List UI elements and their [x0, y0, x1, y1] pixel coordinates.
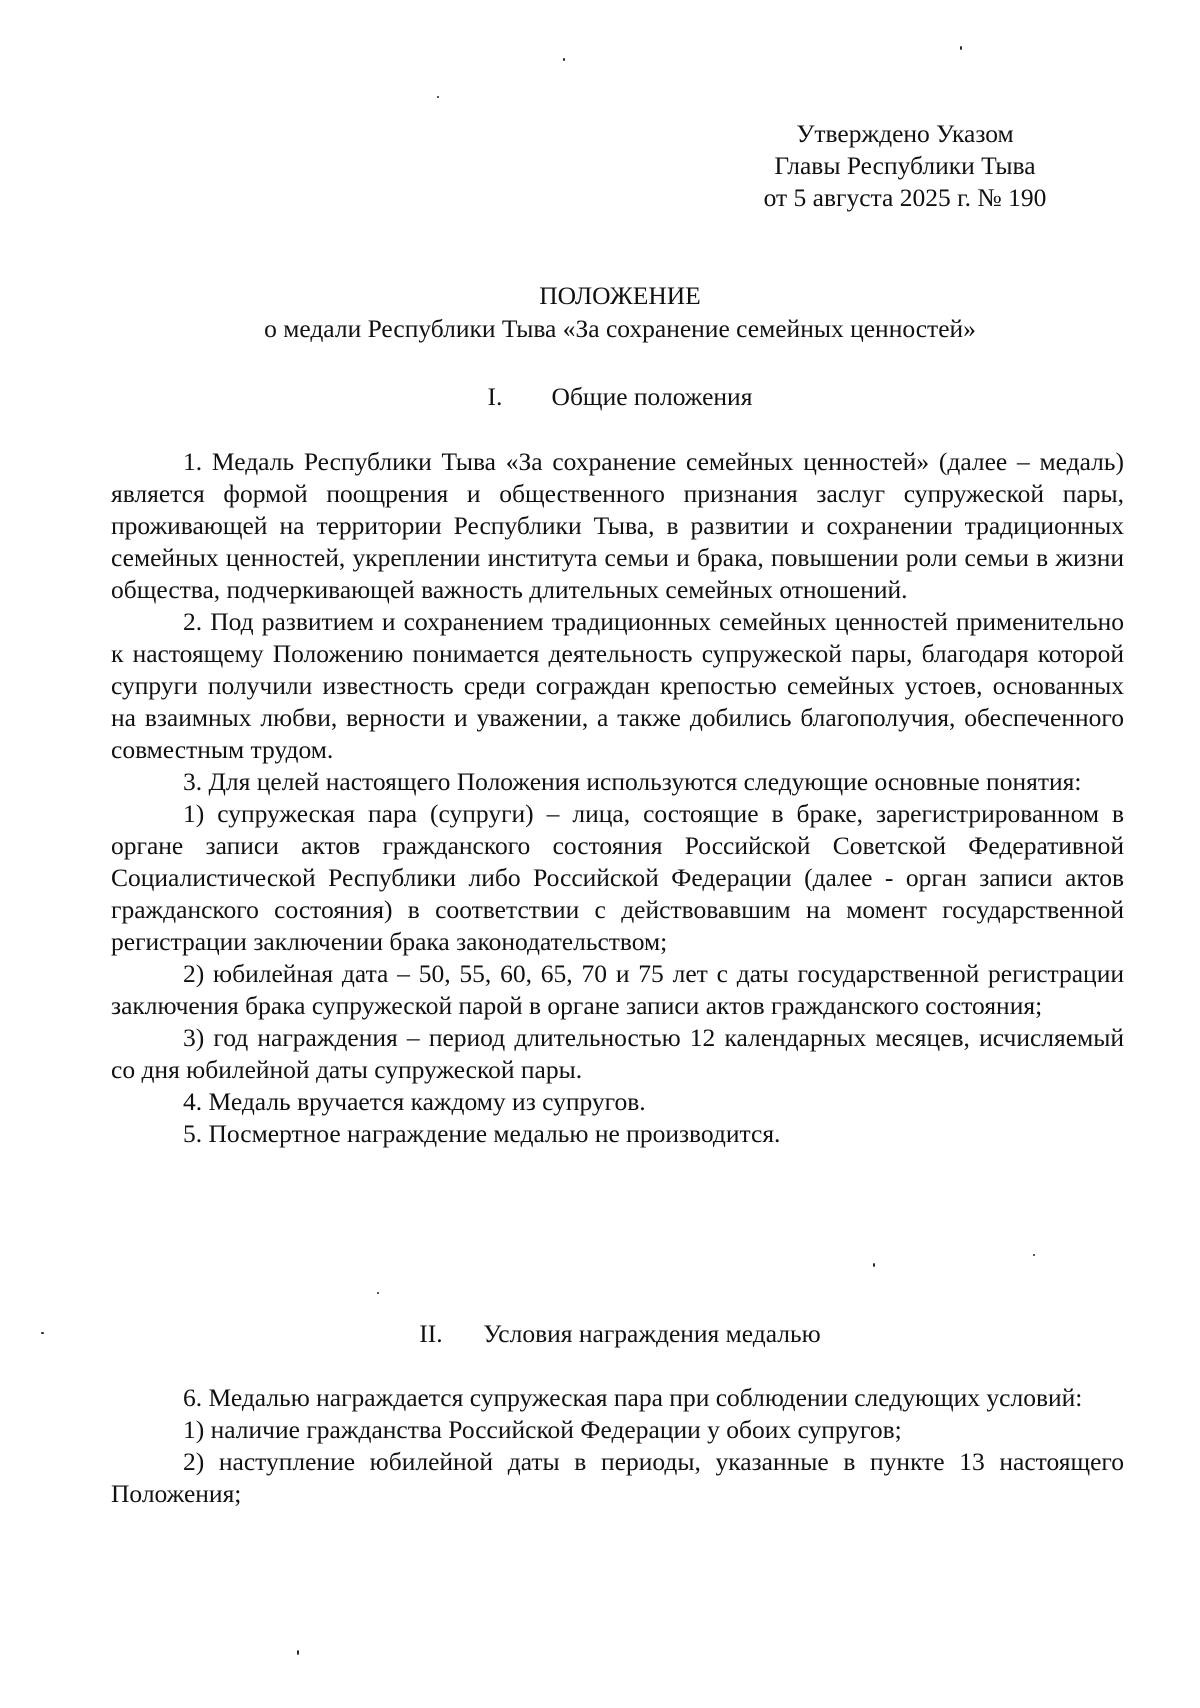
approval-stamp — [700, 118, 1110, 214]
paragraph: 5. Посмертное награждение медалью не производится. — [183, 1119, 781, 1148]
scan-speck — [41, 1332, 44, 1334]
approval-line-1: Утверждено Указом — [796, 119, 1014, 148]
paragraph: 2. Под развитием и сохранением традиционных семейных ценностей применительно к настоящему Положению понимается деятельность супружеской пары, благодаря которой супруги получили известность среди сограждан крепостью семейных устоев, основанных на взаимных любви, верности и уважении, а также добились благополучия, обеспеченного совместным трудом. — [111, 607, 1124, 764]
section-2-title: Условия награждения медалью — [483, 1319, 821, 1348]
section-1-heading — [0, 381, 1200, 413]
scan-speck — [960, 46, 962, 50]
scan-speck — [873, 1263, 875, 1267]
section-1-title: Общие положения — [551, 382, 753, 411]
paragraph: 4. Медаль вручается каждому из супругов. — [183, 1087, 646, 1116]
section-1-number: I. — [487, 382, 503, 411]
paragraph: 1) супружеская пара (супруги) – лица, состоящие в браке, зарегистрированном в органе записи актов гражданского состояния Российской Советской Федеративной Социалистической Республики либо Российской Федерации (далее - орган записи актов гражданского состояния) в соответствии с действовавшим на момент государственной регистрации заключении брака законодательством; — [111, 799, 1124, 956]
section-1-body — [111, 446, 1124, 1150]
paragraph: 2) юбилейная дата – 50, 55, 60, 65, 70 и 75 лет с даты государственной регистрации заключения брака супружеской парой в органе записи актов гражданского состояния; — [111, 959, 1124, 1020]
scan-speck — [563, 58, 565, 61]
scan-speck — [377, 1292, 379, 1294]
scan-speck — [297, 1650, 299, 1655]
section-2-number: II. — [419, 1319, 443, 1348]
paragraph: 3. Для целей настоящего Положения используются следующие основные понятия: — [183, 767, 1082, 796]
scan-speck — [1033, 1254, 1035, 1256]
section-2-body — [111, 1382, 1124, 1510]
approval-line-2: Главы Республики Тыва — [774, 151, 1036, 180]
section-2-heading — [0, 1318, 1200, 1350]
approval-line-3: от 5 августа 2025 г. № 190 — [763, 183, 1047, 212]
document-title: ПОЛОЖЕНИЕ — [539, 281, 701, 310]
document-subtitle: о медали Республики Тыва «За сохранение семейных ценностей» — [264, 314, 976, 343]
paragraph: 6. Медалью награждается супружеская пара при соблюдении следующих условий: — [183, 1383, 1083, 1412]
paragraph: 1) наличие гражданства Российской Федерации у обоих супругов; — [183, 1415, 902, 1444]
scan-speck — [437, 96, 439, 98]
paragraph: 3) год награждения – период длительностью 12 календарных месяцев, исчисляемый со дня юбилейной даты супружеской пары. — [111, 1023, 1124, 1084]
paragraph: 1. Медаль Республики Тыва «За сохранение семейных ценностей» (далее – медаль) является формой поощрения и общественного признания заслуг супружеской пары, проживающей на территории Республики Тыва, в развитии и сохранении традиционных семейных ценностей, укреплении института семьи и брака, повышении роли семьи в жизни общества, подчеркивающей важность длительных семейных отношений. — [111, 447, 1124, 604]
paragraph: 2) наступление юбилейной даты в периоды, указанные в пункте 13 настоящего Положения; — [111, 1447, 1124, 1508]
